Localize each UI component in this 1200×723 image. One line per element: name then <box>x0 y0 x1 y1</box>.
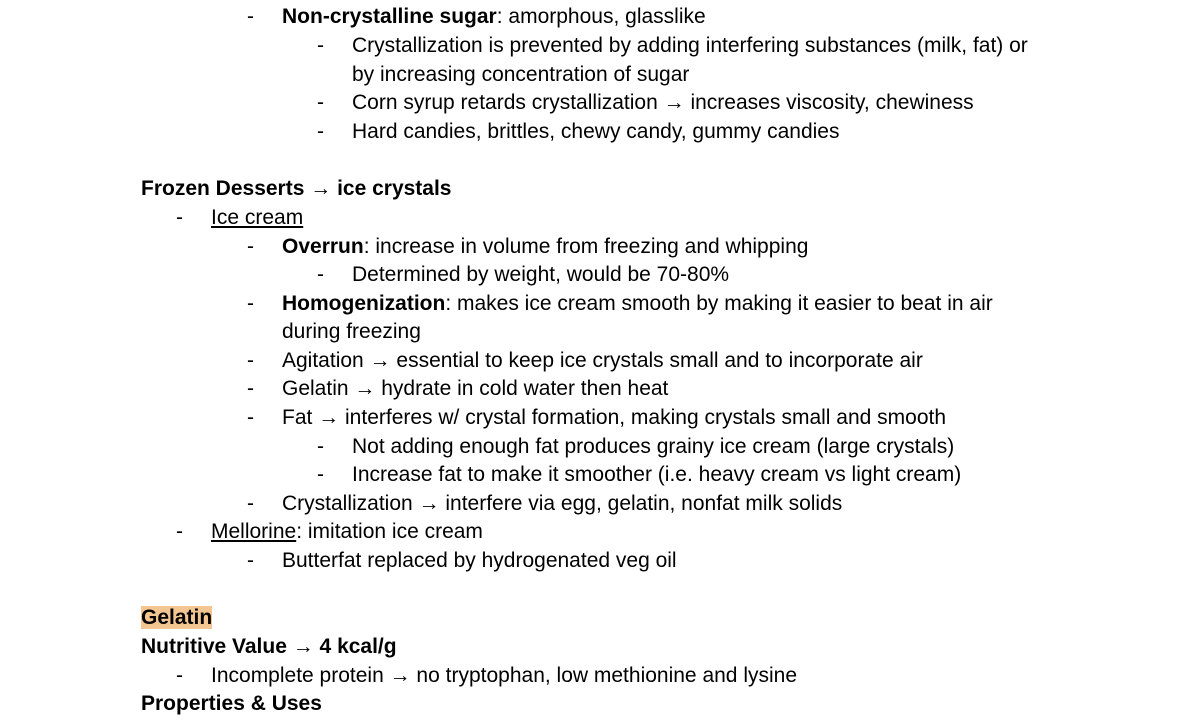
list-item: Determined by weight, would be 70-80% <box>352 263 730 286</box>
term-description: : imitation ice cream <box>296 520 483 543</box>
list-item <box>282 234 808 260</box>
bullet-dash: - <box>247 406 254 429</box>
list-item: Agitation → essential to keep ice crystals small and to incorporate air <box>282 349 923 372</box>
bullet-dash: - <box>176 664 183 687</box>
list-item <box>282 4 706 30</box>
term-description: : makes ice cream smooth by making it easier to beat in air <box>445 292 993 315</box>
list-item-continuation: by increasing concentration of sugar <box>352 63 690 86</box>
list-item: Increase fat to make it smoother (i.e. heavy cream vs light cream) <box>352 463 962 486</box>
bullet-dash: - <box>317 463 324 486</box>
list-item: Fat → interferes w/ crystal formation, making crystals small and smooth <box>282 406 947 429</box>
section-heading-frozen-desserts: Frozen Desserts → ice crystals <box>141 177 452 200</box>
subheading-properties-uses: Properties & Uses <box>141 692 322 715</box>
term-homogenization: Homogenization <box>282 292 446 315</box>
term-non-crystalline-sugar: Non-crystalline sugar <box>282 5 497 28</box>
bullet-dash: - <box>247 549 254 572</box>
list-item: Butterfat replaced by hydrogenated veg oil <box>282 549 677 572</box>
bullet-dash: - <box>247 349 254 372</box>
bullet-dash: - <box>317 435 324 458</box>
term-overrun: Overrun <box>282 235 364 258</box>
subheading-ice-cream: Ice cream <box>211 206 304 229</box>
bullet-dash: - <box>176 520 183 543</box>
bullet-dash: - <box>247 5 254 28</box>
bullet-dash: - <box>176 206 183 229</box>
section-heading-gelatin <box>141 605 212 631</box>
list-item: Corn syrup retards crystallization → increases viscosity, chewiness <box>352 91 974 114</box>
list-item: Incomplete protein → no tryptophan, low methionine and lysine <box>211 664 798 687</box>
list-item: Crystallization → interfere via egg, gelatin, nonfat milk solids <box>282 492 843 515</box>
bullet-dash: - <box>317 120 324 143</box>
bullet-dash: - <box>247 377 254 400</box>
list-item-continuation: during freezing <box>282 320 421 343</box>
list-item: Not adding enough fat produces grainy ice cream (large crystals) <box>352 435 955 458</box>
bullet-dash: - <box>247 492 254 515</box>
term-mellorine: Mellorine <box>211 520 297 543</box>
list-item <box>211 519 483 545</box>
term-description: : increase in volume from freezing and whipping <box>363 235 809 258</box>
term-description: : amorphous, glasslike <box>496 5 706 28</box>
list-item <box>282 291 993 317</box>
bullet-dash: - <box>317 91 324 114</box>
bullet-dash: - <box>317 34 324 57</box>
list-item: Gelatin → hydrate in cold water then heat <box>282 377 669 400</box>
bullet-dash: - <box>317 263 324 286</box>
highlighted-title: Gelatin <box>141 606 213 629</box>
bullet-dash: - <box>247 235 254 258</box>
subheading-nutritive-value: Nutritive Value → 4 kcal/g <box>141 635 397 658</box>
list-item: Crystallization is prevented by adding interfering substances (milk, fat) or <box>352 34 1028 57</box>
bullet-dash: - <box>247 292 254 315</box>
list-item: Hard candies, brittles, chewy candy, gummy candies <box>352 120 840 143</box>
